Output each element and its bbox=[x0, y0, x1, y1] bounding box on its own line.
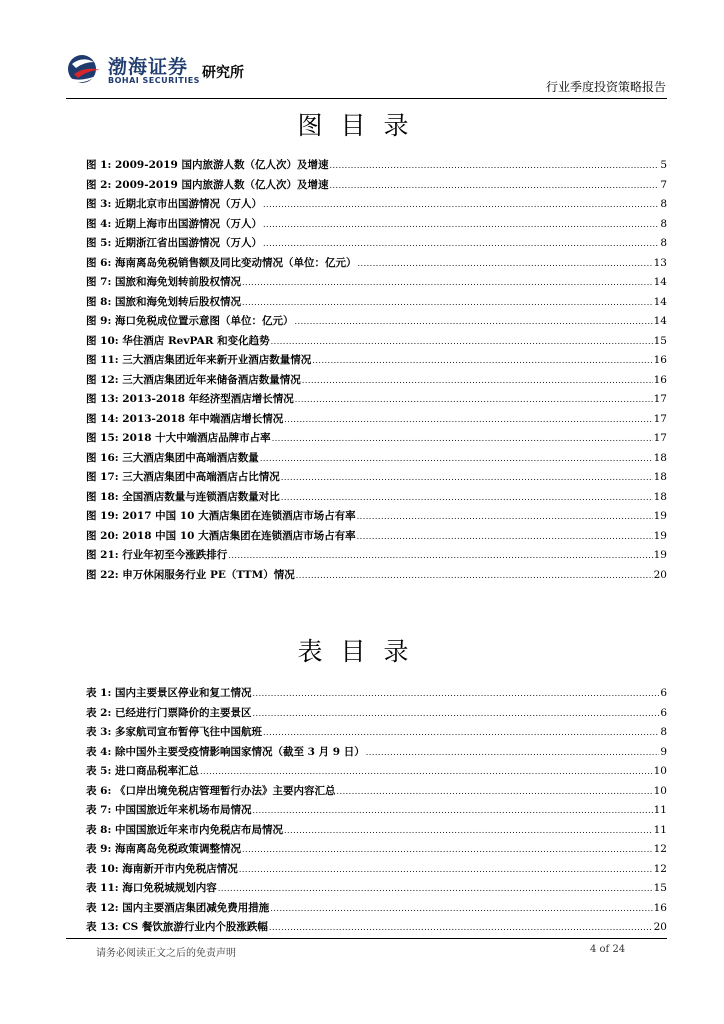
leader-dots bbox=[260, 449, 653, 469]
leader-dots bbox=[253, 684, 660, 704]
table-entry[interactable] bbox=[86, 684, 667, 704]
figure-entry-label: 图 8: 国旅和海免划转后股权情况 bbox=[86, 295, 241, 308]
table-entry-page: 10 bbox=[653, 784, 667, 797]
leader-dots bbox=[269, 918, 653, 938]
leader-dots bbox=[358, 254, 653, 274]
table-entry-label: 表 2: 已经进行门票降价的主要景区 bbox=[86, 706, 252, 719]
table-entry-page: 12 bbox=[653, 843, 667, 855]
table-entry-label: 表 7: 中国国旅近年来机场布局情况 bbox=[86, 804, 252, 816]
figure-entry-label: 图 3: 近期北京市出国游情况（万人） bbox=[86, 198, 262, 210]
figure-entry[interactable] bbox=[86, 566, 667, 586]
leader-dots bbox=[239, 860, 653, 880]
figure-entry[interactable] bbox=[86, 156, 667, 176]
figure-entry-page: 14 bbox=[653, 315, 667, 327]
tables-index-list bbox=[86, 684, 667, 938]
figure-entry[interactable] bbox=[86, 449, 667, 469]
figure-entry-page: 7 bbox=[660, 178, 667, 191]
leader-dots bbox=[296, 566, 653, 586]
figure-entry-page: 19 bbox=[653, 510, 667, 522]
table-entry-label: 表 3: 多家航司宣布暂停飞往中国航班 bbox=[86, 726, 262, 738]
table-entry-label: 表 12: 国内主要酒店集团减免费用措施 bbox=[86, 901, 270, 914]
figure-entry-page: 13 bbox=[653, 256, 667, 269]
figures-index-title: 图目录 bbox=[297, 111, 427, 140]
page-header bbox=[66, 48, 666, 100]
figure-entry-label: 图 9: 海口免税成位置示意图（单位：亿元） bbox=[86, 315, 294, 327]
brand-name-cn: 渤海证券 bbox=[108, 56, 189, 78]
table-entry-page: 9 bbox=[660, 745, 667, 758]
table-entry-page: 8 bbox=[660, 726, 667, 738]
leader-dots bbox=[281, 468, 653, 488]
table-entry-page: 6 bbox=[660, 687, 667, 699]
figure-entry-label: 图 18: 全国酒店数量与连锁酒店数量对比 bbox=[86, 490, 280, 503]
leader-dots bbox=[295, 312, 653, 332]
figure-entry[interactable] bbox=[86, 195, 667, 215]
figure-entry-page: 20 bbox=[653, 568, 667, 581]
table-entry-label: 表 9: 海南离岛免税政策调整情况 bbox=[86, 843, 241, 855]
figure-entry-label: 图 16: 三大酒店集团中高端酒店数量 bbox=[86, 451, 259, 464]
leader-dots bbox=[329, 176, 659, 196]
table-entry[interactable] bbox=[86, 704, 667, 724]
figure-entry-label: 图 15: 2018 十大中端酒店品牌市占率 bbox=[86, 432, 271, 444]
table-entry-label: 表 11: 海口免税城规划内容 bbox=[86, 882, 217, 894]
figure-entry[interactable] bbox=[86, 527, 667, 547]
table-entry-page: 10 bbox=[653, 765, 667, 777]
figure-entry-label: 图 7: 国旅和海免划转前股权情况 bbox=[86, 276, 241, 288]
table-entry-page: 11 bbox=[653, 823, 667, 836]
figure-entry-label: 图 20: 2018 中国 10 大酒店集团在连锁酒店市场占有率 bbox=[86, 529, 356, 542]
table-entry-page: 12 bbox=[653, 862, 667, 875]
figure-entry[interactable] bbox=[86, 468, 667, 488]
leader-dots bbox=[218, 879, 653, 899]
figure-entry[interactable] bbox=[86, 507, 667, 527]
figure-entry[interactable] bbox=[86, 410, 667, 430]
figure-entry-page: 17 bbox=[653, 412, 667, 425]
leader-dots bbox=[337, 782, 653, 802]
table-entry-label: 表 8: 中国国旅近年来市内免税店布局情况 bbox=[86, 823, 283, 836]
figure-entry-label: 图 12: 三大酒店集团近年来储备酒店数量情况 bbox=[86, 373, 301, 386]
figure-entry-page: 16 bbox=[653, 373, 667, 386]
figure-entry-page: 18 bbox=[653, 490, 667, 503]
table-entry[interactable] bbox=[86, 840, 667, 860]
figure-entry-label: 图 10: 华住酒店 RevPAR 和变化趋势 bbox=[86, 334, 270, 347]
table-entry[interactable] bbox=[86, 762, 667, 782]
header-divider bbox=[66, 98, 667, 99]
table-entry[interactable] bbox=[86, 723, 667, 743]
leader-dots bbox=[312, 351, 652, 371]
figure-entry-label: 图 11: 三大酒店集团近年来新开业酒店数量情况 bbox=[86, 354, 312, 366]
leader-dots bbox=[284, 410, 652, 430]
figure-entry-label: 图 21: 行业年初至今涨跌排行 bbox=[86, 549, 228, 561]
table-entry-page: 15 bbox=[653, 882, 667, 894]
figure-entry-page: 15 bbox=[653, 334, 667, 347]
table-entry[interactable] bbox=[86, 879, 667, 899]
figure-entry-page: 8 bbox=[660, 198, 667, 210]
leader-dots bbox=[295, 390, 653, 410]
report-type: 行业季度投资策略报告 bbox=[545, 80, 666, 94]
table-entry-label: 表 4: 除中国外主要受疫情影响国家情况（截至 3 月 9 日） bbox=[86, 745, 365, 758]
tables-index-title: 表目录 bbox=[297, 637, 427, 666]
figures-index-list bbox=[86, 156, 667, 585]
figure-entry-page: 14 bbox=[653, 276, 667, 288]
table-entry-page: 20 bbox=[653, 921, 667, 933]
figure-entry-label: 图 13: 2013-2018 年经济型酒店增长情况 bbox=[86, 393, 294, 405]
figure-entry[interactable] bbox=[86, 176, 667, 196]
figure-entry[interactable] bbox=[86, 351, 667, 371]
table-entry-label: 表 1: 国内主要景区停业和复工情况 bbox=[86, 687, 252, 699]
leader-dots bbox=[253, 704, 660, 724]
figure-entry-label: 图 19: 2017 中国 10 大酒店集团在连锁酒店市场占有率 bbox=[86, 510, 356, 522]
leader-dots bbox=[242, 273, 653, 293]
leader-dots bbox=[200, 762, 653, 782]
table-entry[interactable] bbox=[86, 821, 667, 841]
figure-entry-page: 17 bbox=[653, 393, 667, 405]
figure-entry[interactable] bbox=[86, 234, 667, 254]
leader-dots bbox=[329, 156, 659, 176]
figure-entry-label: 图 5: 近期浙江省出国游情况（万人） bbox=[86, 237, 262, 249]
figure-entry-label: 图 22: 申万休闲服务行业 PE（TTM）情况 bbox=[86, 568, 295, 581]
figure-entry[interactable] bbox=[86, 390, 667, 410]
leader-dots bbox=[366, 743, 660, 763]
leader-dots bbox=[263, 723, 659, 743]
leader-dots bbox=[272, 429, 653, 449]
bohai-logo-icon bbox=[66, 52, 106, 86]
table-entry[interactable] bbox=[86, 899, 667, 919]
figure-entry[interactable] bbox=[86, 273, 667, 293]
figure-entry[interactable] bbox=[86, 215, 667, 235]
page-indicator: 4 of 24 bbox=[590, 944, 626, 955]
leader-dots bbox=[242, 293, 653, 313]
table-entry[interactable] bbox=[86, 801, 667, 821]
figure-entry[interactable] bbox=[86, 293, 667, 313]
leader-dots bbox=[302, 371, 653, 391]
table-entry-label: 表 13: CS 餐饮旅游行业内个股涨跌幅 bbox=[86, 921, 268, 933]
figure-entry[interactable] bbox=[86, 254, 667, 274]
figure-entry-label: 图 14: 2013-2018 年中端酒店增长情况 bbox=[86, 412, 284, 425]
footer-disclaimer: 请务必阅读正文之后的免责声明 bbox=[96, 948, 236, 959]
leader-dots bbox=[270, 899, 652, 919]
leader-dots bbox=[253, 801, 653, 821]
figure-entry-page: 8 bbox=[660, 217, 667, 230]
table-entry-label: 表 5: 进口商品税率汇总 bbox=[86, 765, 199, 777]
figure-entry-page: 16 bbox=[653, 354, 667, 366]
leader-dots bbox=[281, 488, 653, 508]
figure-entry-label: 图 6: 海南离岛免税销售额及同比变动情况（单位：亿元） bbox=[86, 256, 357, 269]
figure-entry[interactable] bbox=[86, 546, 667, 566]
figure-entry[interactable] bbox=[86, 332, 667, 352]
leader-dots bbox=[284, 821, 653, 841]
figure-entry-page: 8 bbox=[660, 237, 667, 249]
leader-dots bbox=[242, 840, 653, 860]
figure-entry-page: 5 bbox=[660, 159, 667, 171]
leader-dots bbox=[357, 527, 653, 547]
figure-entry[interactable] bbox=[86, 312, 667, 332]
figure-entry[interactable] bbox=[86, 429, 667, 449]
table-entry-page: 11 bbox=[653, 804, 667, 816]
leader-dots bbox=[263, 234, 659, 254]
table-entry[interactable] bbox=[86, 860, 667, 880]
figure-entry-label: 图 17: 三大酒店集团中高端酒店占比情况 bbox=[86, 471, 280, 483]
table-entry[interactable] bbox=[86, 782, 667, 802]
figure-entry-page: 19 bbox=[653, 549, 667, 561]
figure-entry-page: 17 bbox=[653, 432, 667, 444]
figure-entry[interactable] bbox=[86, 371, 667, 391]
leader-dots bbox=[228, 546, 652, 566]
figure-entry-page: 18 bbox=[653, 471, 667, 483]
table-entry[interactable] bbox=[86, 743, 667, 763]
footer-divider bbox=[66, 938, 667, 939]
table-entry-page: 16 bbox=[653, 901, 667, 914]
table-entry-page: 6 bbox=[660, 706, 667, 719]
table-entry[interactable] bbox=[86, 918, 667, 938]
institute-label: 研究所 bbox=[202, 65, 244, 81]
figure-entry-page: 19 bbox=[653, 529, 667, 542]
brand-name-en: BOHAI SECURITIES bbox=[108, 76, 200, 85]
figure-entry-page: 14 bbox=[653, 295, 667, 308]
leader-dots bbox=[263, 195, 659, 215]
figure-entry-label: 图 4: 近期上海市出国游情况（万人） bbox=[86, 217, 262, 230]
figure-entry-label: 图 2: 2009-2019 国内旅游人数（亿人次）及增速 bbox=[86, 178, 329, 191]
figure-entry-label: 图 1: 2009-2019 国内旅游人数（亿人次）及增速 bbox=[86, 159, 329, 171]
figure-entry[interactable] bbox=[86, 488, 667, 508]
table-entry-label: 表 6: 《口岸出境免税店管理暂行办法》主要内容汇总 bbox=[86, 784, 336, 797]
leader-dots bbox=[271, 332, 653, 352]
leader-dots bbox=[357, 507, 653, 527]
table-entry-label: 表 10: 海南新开市内免税店情况 bbox=[86, 862, 238, 875]
leader-dots bbox=[263, 215, 659, 235]
figure-entry-page: 18 bbox=[653, 451, 667, 464]
